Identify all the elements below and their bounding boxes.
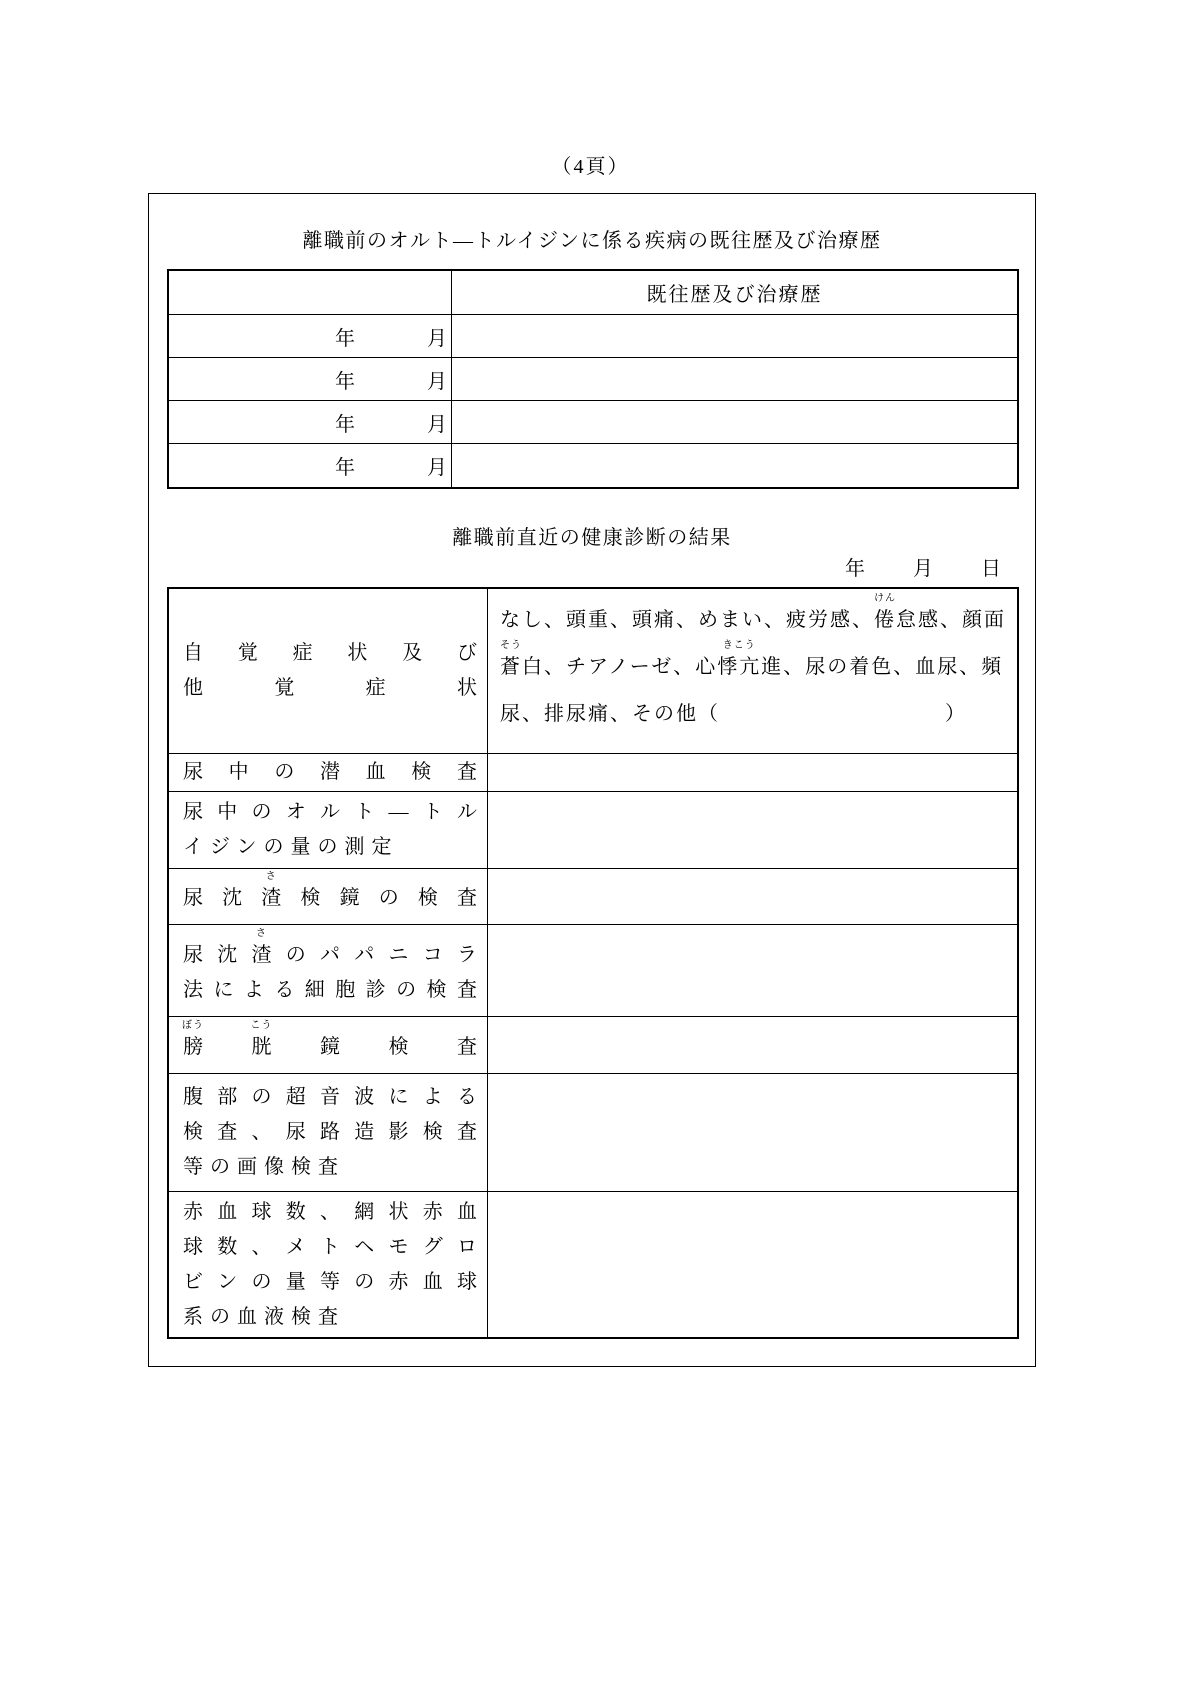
text-segment: パ — [354, 943, 375, 966]
text-segment: 数 — [285, 1200, 306, 1223]
text-segment: 数 — [217, 1235, 238, 1258]
text-segment: 球 — [251, 1200, 272, 1223]
text-segment: 量 — [285, 1270, 306, 1293]
furigana: きこう — [722, 640, 756, 652]
checkup-row-label-cystoscopy — [169, 1017, 488, 1074]
text-segment: 尿、排尿痛、その他（ — [500, 703, 720, 725]
year-label: 年 — [335, 370, 355, 393]
text-segment: 血 — [422, 1270, 443, 1293]
text-segment: モ — [388, 1235, 409, 1258]
checkup-symptoms-content — [488, 589, 1017, 754]
checkup-value-cell[interactable] — [488, 1017, 1017, 1074]
text-segment: パ — [320, 943, 340, 966]
furigana: ぼう — [182, 1019, 204, 1031]
text-segment: 検 — [183, 1121, 203, 1143]
ruby-annotated-text: 膀 ぼう — [183, 1030, 203, 1059]
text-segment: 査 — [456, 761, 477, 783]
text-segment: 、 — [320, 1200, 340, 1223]
text-segment: 法 — [183, 978, 203, 1001]
text-segment: よ — [243, 978, 264, 1001]
label-line — [183, 799, 477, 826]
text-segment: び — [456, 642, 477, 664]
history-table — [167, 269, 1019, 489]
text-segment: 査 — [456, 978, 477, 1001]
text-segment: 沈 — [222, 887, 243, 909]
text-segment: ル — [457, 801, 477, 823]
text-segment: 査 — [457, 1121, 477, 1143]
ruby-annotated-text: 倦 けん — [874, 603, 896, 632]
text-segment: ロ — [457, 1235, 477, 1258]
checkup-row-label-subjective-symptoms — [169, 589, 488, 754]
text-segment: 覚 — [237, 642, 258, 664]
month-label: 月 — [427, 413, 447, 436]
month-label: 月 — [427, 327, 447, 350]
text-segment: 状 — [347, 642, 368, 664]
text-segment: グ — [422, 1235, 443, 1258]
text-segment: 状 — [388, 1200, 409, 1223]
furigana: そう — [500, 640, 522, 652]
history-section-title: 離職前のオルト―トルイジンに係る疾病の既往歴及び治療歴 — [302, 230, 882, 252]
text-segment: 尿 — [183, 943, 203, 966]
history-header-empty-cell — [169, 271, 452, 315]
text-segment: 血 — [457, 1200, 477, 1223]
text-segment: 検 — [426, 978, 447, 1001]
text-segment: 査 — [217, 1121, 238, 1143]
text-segment: る — [274, 978, 295, 1001]
month-label: 月 — [427, 370, 447, 393]
text-segment: 沈 — [217, 943, 238, 966]
text-segment: の — [251, 1270, 272, 1293]
text-segment: よ — [422, 1086, 443, 1108]
history-date-cell[interactable] — [169, 315, 452, 358]
label-line — [183, 675, 477, 702]
text-segment: ラ — [457, 943, 477, 966]
text-segment: 症 — [365, 677, 386, 699]
text-segment: ニ — [388, 943, 409, 966]
text-segment: 赤 — [422, 1200, 443, 1223]
text-segment: 部 — [217, 1086, 238, 1108]
text-segment: ト — [320, 1235, 340, 1258]
text-segment: 、 — [251, 1235, 272, 1258]
text-segment: 尿 — [285, 1121, 306, 1143]
label-line — [183, 977, 477, 1004]
text-segment: 進、尿の着色、血尿、頻 — [761, 656, 1004, 678]
text-segment: 血 — [217, 1200, 238, 1223]
text-segment: 白、チアノーゼ、心 — [522, 656, 718, 678]
text-segment: メ — [285, 1235, 306, 1258]
ruby-annotated-text: 胱 こう — [252, 1030, 272, 1059]
month-label: 月 — [913, 558, 933, 580]
label-line — [183, 1304, 477, 1331]
checkup-row-label-red-blood-cell-tests — [169, 1192, 488, 1337]
checkup-row-label-urine-toluidine-measurement — [169, 792, 488, 869]
text-segment: 潜 — [319, 761, 340, 783]
checkup-row-label-urinary-sediment-microscopy — [169, 869, 488, 925]
text-segment: に — [213, 978, 234, 1001]
text-segment: ト — [422, 801, 443, 823]
text-segment: に — [388, 1086, 409, 1108]
text-segment: 腹 — [183, 1086, 203, 1108]
text-segment: 状 — [456, 677, 477, 699]
text-segment: 等 — [320, 1270, 340, 1293]
text-segment: の — [274, 761, 295, 783]
history-detail-cell[interactable] — [452, 358, 1017, 401]
text-segment: ル — [320, 801, 340, 823]
label-line — [183, 1234, 477, 1261]
year-label: 年 — [335, 457, 355, 479]
text-segment: の — [396, 978, 417, 1001]
text-segment: 症 — [292, 642, 313, 664]
text-segment: オ — [285, 801, 306, 823]
checkup-value-cell[interactable] — [488, 1074, 1017, 1192]
history-date-cell[interactable] — [169, 401, 452, 444]
checkup-value-cell[interactable] — [488, 869, 1017, 925]
label-line — [183, 640, 477, 667]
text-segment: 自 — [183, 642, 203, 664]
text-segment: 音 — [320, 1086, 340, 1108]
text-segment: 造 — [354, 1121, 375, 1143]
text-segment: 波 — [354, 1086, 375, 1108]
text-segment: 球 — [183, 1235, 203, 1258]
checkup-row-label-abdominal-imaging — [169, 1074, 488, 1192]
text-segment: 影 — [388, 1121, 409, 1143]
text-segment: 他 — [183, 677, 203, 699]
label-line — [182, 1019, 477, 1061]
text-segment: 路 — [320, 1121, 340, 1143]
text-segment: 超 — [285, 1086, 306, 1108]
label-line — [183, 759, 477, 786]
label-line — [183, 834, 477, 861]
text-segment: 球 — [457, 1270, 477, 1293]
text-segment: ン — [217, 1270, 238, 1293]
year-label: 年 — [335, 327, 355, 350]
text-segment: 赤 — [388, 1270, 409, 1293]
text-segment: ヘ — [354, 1235, 375, 1258]
text-segment: 血 — [365, 761, 386, 783]
text-segment: 診 — [365, 978, 386, 1001]
symptoms-text-line — [500, 640, 1009, 691]
text-segment: 検 — [388, 1035, 409, 1058]
history-column-header: 既往歴及び治療歴 — [452, 271, 1017, 315]
text-segment: 尿 — [183, 887, 203, 909]
text-segment: ― — [388, 801, 409, 823]
symptoms-text-line — [500, 691, 1009, 738]
text-segment: 検 — [417, 887, 438, 909]
checkup-value-cell[interactable] — [488, 925, 1017, 1017]
text-segment: 尿 — [183, 761, 203, 783]
ruby-annotated-text: 渣 さ — [261, 881, 281, 910]
checkup-row-label-occult-blood-test — [169, 754, 488, 792]
text-segment: 及 — [402, 642, 423, 664]
text-segment: 査 — [457, 1035, 477, 1058]
furigana: けん — [874, 593, 896, 605]
history-detail-cell[interactable] — [452, 315, 1017, 358]
page-number: （4頁） — [551, 156, 630, 178]
text-segment: 中 — [217, 801, 238, 823]
text-segment: の — [251, 1086, 272, 1108]
text-segment: イジンの量の測定 — [183, 836, 399, 858]
checkup-value-cell[interactable] — [488, 792, 1017, 869]
text-segment: 尿 — [183, 801, 203, 823]
ruby-annotated-text: 渣 さ — [252, 938, 272, 967]
checkup-date-line — [167, 552, 1015, 581]
text-segment: の — [354, 1270, 375, 1293]
history-detail-cell[interactable] — [452, 444, 1017, 487]
history-date-cell[interactable] — [169, 358, 452, 401]
label-line — [183, 1154, 477, 1181]
text-segment: 胞 — [335, 978, 356, 1001]
text-segment: る — [457, 1086, 477, 1108]
text-segment: の — [285, 943, 306, 966]
furigana: さ — [256, 927, 267, 939]
label-line — [183, 1084, 477, 1111]
text-segment: 鏡 — [320, 1035, 340, 1058]
text-segment: 覚 — [274, 677, 295, 699]
text-segment: 等の画像検査 — [183, 1156, 345, 1178]
text-segment: コ — [422, 943, 443, 966]
checkup-row-label-papanicolaou-cytology — [169, 925, 488, 1017]
text-segment: 赤 — [183, 1200, 203, 1223]
form-border-box — [148, 193, 1036, 1367]
ruby-annotated-text: 悸亢 きこう — [717, 650, 761, 679]
text-segment: 検 — [300, 887, 321, 909]
year-label: 年 — [845, 558, 865, 580]
label-line — [183, 1199, 477, 1226]
text-segment: の — [251, 801, 272, 823]
day-label: 日 — [981, 558, 1001, 580]
text-segment: の — [378, 887, 399, 909]
text-segment: なし、頭重、頭痛、めまい、疲労感、 — [500, 609, 874, 631]
checkup-value-cell[interactable] — [488, 754, 1017, 792]
label-line — [183, 1119, 477, 1146]
text-segment: ） — [945, 703, 967, 725]
text-segment: 網 — [354, 1200, 375, 1223]
label-line — [183, 927, 477, 969]
furigana: こう — [250, 1019, 273, 1031]
text-segment: 、 — [251, 1121, 272, 1143]
label-line — [183, 871, 477, 912]
text-segment: 系の血液検査 — [183, 1305, 345, 1328]
text-segment: 検 — [422, 1121, 443, 1143]
checkup-section-title: 離職前直近の健康診断の結果 — [452, 527, 732, 549]
history-date-cell[interactable] — [169, 444, 452, 487]
history-detail-cell[interactable] — [452, 401, 1017, 444]
text-segment: 検 — [411, 761, 432, 783]
month-label: 月 — [427, 457, 447, 479]
text-segment: 細 — [304, 978, 325, 1001]
text-segment: 鏡 — [339, 887, 360, 909]
text-segment: 査 — [456, 887, 477, 909]
furigana: さ — [265, 871, 277, 883]
label-line — [183, 1269, 477, 1296]
text-segment: 中 — [228, 761, 249, 783]
text-segment: 怠感、顔面 — [896, 609, 1006, 631]
ruby-annotated-text: 蒼 そう — [500, 650, 522, 679]
year-label: 年 — [335, 413, 355, 436]
text-segment: ビ — [183, 1270, 203, 1293]
checkup-table — [167, 587, 1019, 1339]
text-segment: ト — [354, 801, 375, 823]
checkup-value-cell[interactable] — [488, 1192, 1017, 1337]
